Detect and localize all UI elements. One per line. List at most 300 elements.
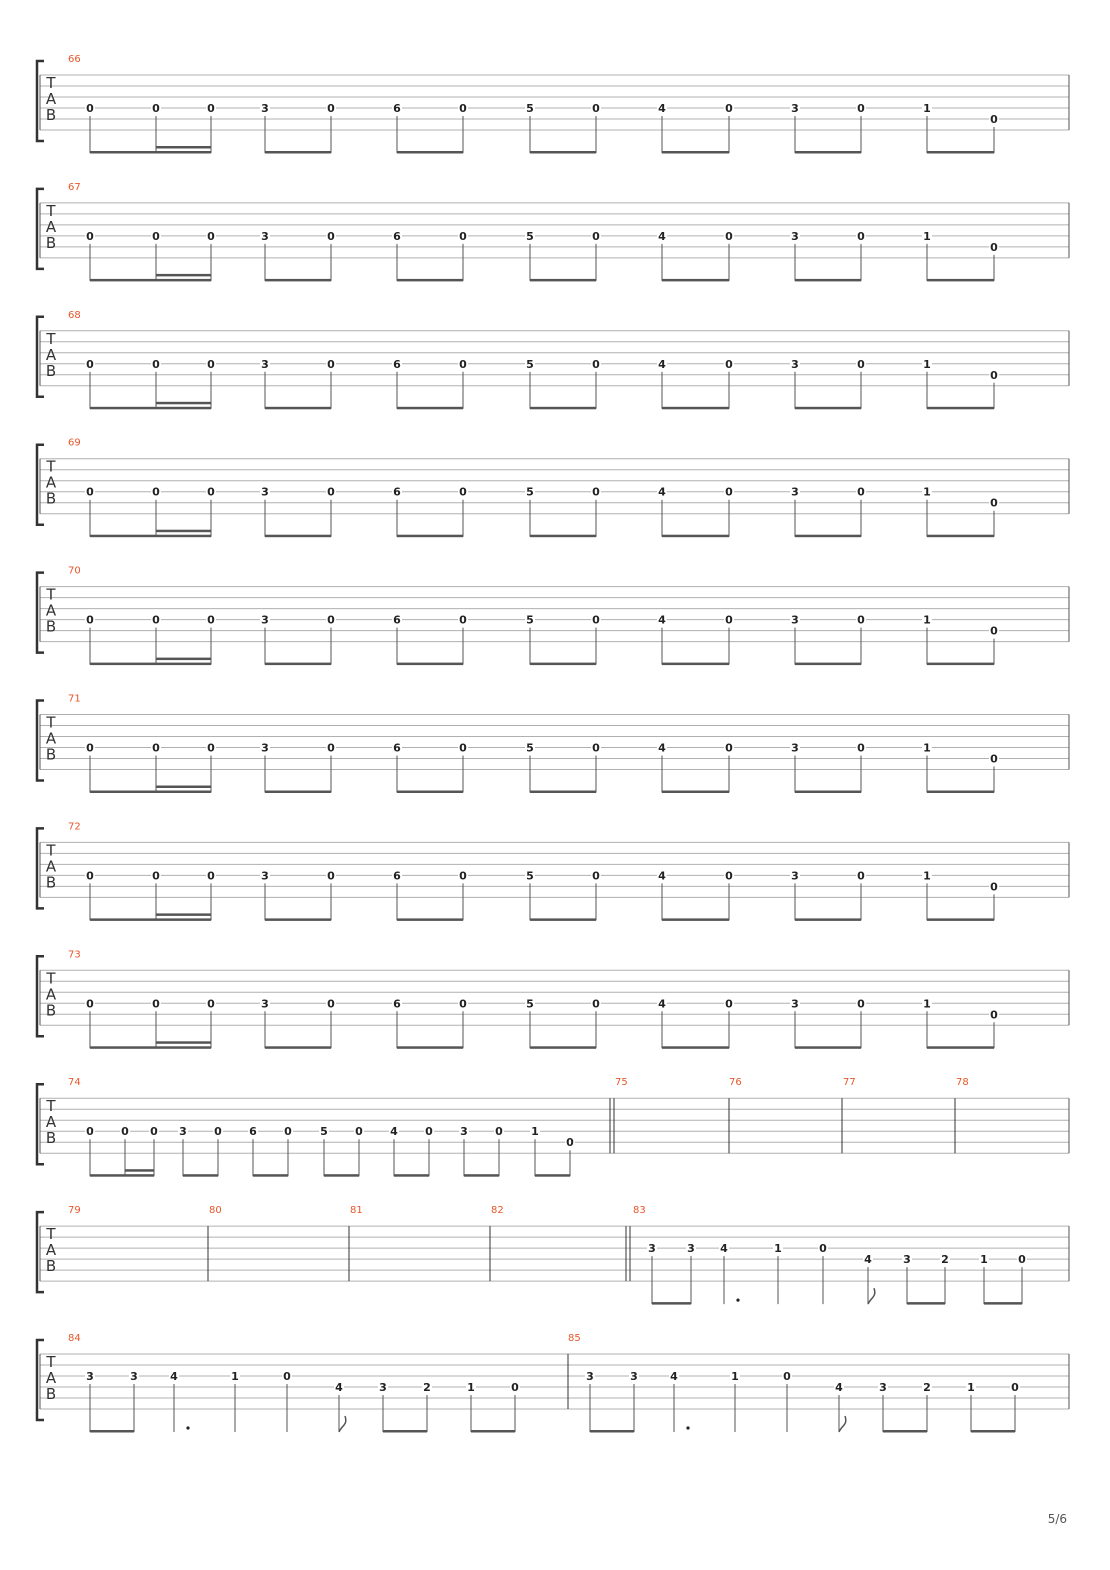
fret-number: 0 <box>990 368 998 382</box>
tab-clef-letter: A <box>45 601 57 620</box>
tab-clef-letter: A <box>45 217 57 236</box>
fret-number: 0 <box>857 102 865 115</box>
fret-number: 0 <box>327 229 335 243</box>
beam <box>795 1046 861 1049</box>
beam <box>927 535 994 538</box>
fret-number: 0 <box>725 357 733 371</box>
fret-number: 0 <box>592 485 600 499</box>
beam <box>795 279 861 282</box>
beam <box>265 918 331 921</box>
beam <box>397 279 463 282</box>
fret-number: 3 <box>791 357 799 371</box>
beam <box>795 535 861 538</box>
fret-number: 4 <box>864 1253 872 1267</box>
tab-clef-letter: T <box>46 969 56 988</box>
measure-number: 66 <box>68 54 81 65</box>
fret-number: 0 <box>725 102 733 115</box>
beam <box>397 918 463 921</box>
tab-clef-letter: T <box>46 1097 56 1116</box>
fret-number: 1 <box>923 613 931 627</box>
fret-number: 1 <box>531 1125 539 1139</box>
fret-number: 6 <box>393 102 401 115</box>
fret-number: 5 <box>526 357 534 371</box>
fret-number: 0 <box>725 613 733 627</box>
fret-number: 0 <box>495 1125 503 1139</box>
fret-number: 0 <box>207 997 215 1011</box>
tab-clef-letter: A <box>45 985 57 1004</box>
fret-number: 3 <box>130 1370 138 1383</box>
fret-number: 1 <box>467 1381 475 1394</box>
fret-number: 1 <box>923 357 931 371</box>
fret-number: 0 <box>152 613 160 627</box>
beam <box>662 918 729 921</box>
fret-number: 3 <box>791 741 799 755</box>
fret-number: 1 <box>980 1253 988 1267</box>
fret-number: 1 <box>923 741 931 755</box>
tab-clef-letter: T <box>46 201 56 220</box>
fret-number: 0 <box>990 752 998 766</box>
fret-number: 3 <box>586 1370 594 1383</box>
fret-number: 0 <box>459 229 467 243</box>
beam <box>927 1046 994 1049</box>
staff-system <box>37 54 1069 154</box>
tab-clef-letter: A <box>45 90 57 108</box>
beam <box>183 1174 218 1177</box>
staff-system <box>37 310 1069 410</box>
fret-number: 0 <box>121 1125 129 1139</box>
fret-number: 0 <box>152 741 160 755</box>
beam <box>590 1430 634 1433</box>
beam <box>662 151 729 154</box>
beam <box>90 407 211 410</box>
beam <box>265 1046 331 1049</box>
fret-number: 1 <box>731 1370 739 1383</box>
fret-number: 3 <box>791 869 799 883</box>
fret-number: 0 <box>725 997 733 1011</box>
staff-system <box>37 566 1069 666</box>
fret-number: 6 <box>393 741 401 755</box>
staff-systems <box>37 54 1069 1433</box>
beam <box>90 535 211 538</box>
fret-number: 0 <box>459 869 467 883</box>
fret-number: 1 <box>774 1242 782 1256</box>
fret-number: 0 <box>819 1242 827 1256</box>
beam <box>265 791 331 794</box>
tab-clef-letter: T <box>46 713 56 732</box>
fret-number: 3 <box>791 997 799 1011</box>
fret-number: 4 <box>670 1370 678 1383</box>
fret-number: 2 <box>941 1253 949 1267</box>
fret-number: 0 <box>152 485 160 499</box>
staff-system <box>37 694 1069 794</box>
fret-number: 0 <box>86 102 94 115</box>
fret-number: 0 <box>990 240 998 254</box>
beam <box>530 1046 596 1049</box>
beam <box>265 663 331 666</box>
fret-number: 3 <box>379 1381 387 1394</box>
beam <box>324 1174 359 1177</box>
beam <box>927 407 994 410</box>
fret-number: 5 <box>320 1125 328 1139</box>
beam <box>652 1302 691 1305</box>
staff-system <box>37 438 1069 538</box>
beam <box>464 1174 499 1177</box>
fret-number: 0 <box>207 613 215 627</box>
fret-number: 1 <box>923 485 931 499</box>
fret-number: 3 <box>261 485 269 499</box>
beam-sixteenth <box>156 913 211 916</box>
tab-clef-letter: B <box>45 1129 57 1148</box>
fret-number: 0 <box>990 624 998 638</box>
beam-sixteenth <box>156 402 211 405</box>
beam <box>471 1430 515 1433</box>
rhythm-dot <box>736 1299 739 1302</box>
beam <box>662 663 729 666</box>
tab-clef-letter: B <box>45 1001 57 1020</box>
fret-number: 3 <box>687 1242 695 1256</box>
tab-clef-letter: T <box>46 457 56 476</box>
fret-number: 0 <box>207 229 215 243</box>
fret-number: 0 <box>207 357 215 371</box>
fret-number: 0 <box>857 357 865 371</box>
staff-system <box>37 821 1069 921</box>
beam <box>530 407 596 410</box>
beam <box>535 1174 570 1177</box>
fret-number: 0 <box>214 1125 222 1139</box>
fret-number: 0 <box>592 357 600 371</box>
beam-sixteenth <box>156 146 211 149</box>
fret-number: 5 <box>526 102 534 115</box>
fret-number: 1 <box>967 1381 975 1394</box>
fret-number: 0 <box>725 485 733 499</box>
beam <box>662 279 729 282</box>
tab-clef-letter: B <box>45 1257 57 1276</box>
fret-number: 0 <box>86 1125 94 1139</box>
beam <box>795 151 861 154</box>
tab-clef-letter: A <box>45 1113 57 1132</box>
fret-number: 0 <box>857 741 865 755</box>
fret-number: 3 <box>791 229 799 243</box>
note-flag <box>339 1416 346 1432</box>
fret-number: 3 <box>460 1125 468 1139</box>
beam <box>265 407 331 410</box>
fret-number: 0 <box>592 741 600 755</box>
beam <box>530 663 596 666</box>
fret-number: 4 <box>658 229 666 243</box>
fret-number: 0 <box>86 869 94 883</box>
tab-clef-letter: T <box>46 1353 56 1371</box>
fret-number: 0 <box>425 1125 433 1139</box>
measure-number: 85 <box>568 1333 581 1344</box>
fret-number: 1 <box>923 997 931 1011</box>
beam <box>662 791 729 794</box>
beam <box>394 1174 429 1177</box>
beam <box>90 918 211 921</box>
fret-number: 0 <box>459 997 467 1011</box>
fret-number: 0 <box>86 357 94 371</box>
beam <box>530 918 596 921</box>
tab-clef-letter: A <box>45 1369 57 1387</box>
beam <box>397 663 463 666</box>
measure-number: 72 <box>68 821 81 833</box>
fret-number: 6 <box>393 869 401 883</box>
staff-system <box>37 1205 1069 1305</box>
measure-number: 76 <box>729 1077 742 1089</box>
fret-number: 0 <box>327 613 335 627</box>
beam <box>90 663 211 666</box>
fret-number: 0 <box>327 102 335 115</box>
beam <box>397 151 463 154</box>
staff-system <box>37 1077 1069 1177</box>
fret-number: 0 <box>327 869 335 883</box>
fret-number: 3 <box>791 485 799 499</box>
beam <box>662 1046 729 1049</box>
tab-clef-letter: T <box>46 329 56 348</box>
fret-number: 0 <box>857 613 865 627</box>
fret-number: 3 <box>261 869 269 883</box>
fret-number: 0 <box>355 1125 363 1139</box>
fret-number: 0 <box>459 357 467 371</box>
fret-number: 0 <box>207 741 215 755</box>
fret-number: 0 <box>86 741 94 755</box>
fret-number: 5 <box>526 229 534 243</box>
fret-number: 0 <box>327 997 335 1011</box>
measure-number: 84 <box>68 1333 81 1344</box>
measure-number: 75 <box>615 1077 628 1089</box>
fret-number: 0 <box>857 485 865 499</box>
fret-number: 4 <box>720 1242 728 1256</box>
beam <box>927 918 994 921</box>
tab-clef-letter: T <box>46 74 56 92</box>
fret-number: 0 <box>592 102 600 115</box>
fret-number: 5 <box>526 997 534 1011</box>
beam <box>265 151 331 154</box>
fret-number: 4 <box>390 1125 398 1139</box>
beam <box>530 279 596 282</box>
tab-clef-letter: B <box>45 873 57 892</box>
fret-number: 0 <box>990 1008 998 1022</box>
fret-number: 5 <box>526 613 534 627</box>
fret-number: 0 <box>150 1125 158 1139</box>
fret-number: 0 <box>1018 1253 1026 1267</box>
beam <box>662 535 729 538</box>
fret-number: 0 <box>152 102 160 115</box>
beam <box>883 1430 927 1433</box>
tab-clef-letter: T <box>46 1225 56 1244</box>
beam <box>90 1174 154 1177</box>
fret-number: 3 <box>261 357 269 371</box>
fret-number: 5 <box>526 869 534 883</box>
measure-number: 74 <box>68 1077 81 1089</box>
fret-number: 0 <box>725 869 733 883</box>
fret-number: 0 <box>459 485 467 499</box>
rhythm-dot <box>686 1426 689 1429</box>
beam <box>265 535 331 538</box>
tab-clef-letter: A <box>45 473 57 492</box>
measure-number: 83 <box>633 1205 646 1217</box>
tab-clef-letter: B <box>45 1385 57 1403</box>
beam <box>265 279 331 282</box>
tab-clef-letter: T <box>46 841 56 860</box>
fret-number: 0 <box>152 229 160 243</box>
beam <box>795 663 861 666</box>
fret-number: 3 <box>261 613 269 627</box>
fret-number: 3 <box>879 1381 887 1394</box>
fret-number: 6 <box>393 229 401 243</box>
beam <box>90 1430 134 1433</box>
fret-number: 0 <box>990 496 998 510</box>
fret-number: 0 <box>86 485 94 499</box>
fret-number: 3 <box>791 102 799 115</box>
measure-number: 77 <box>843 1077 856 1089</box>
beam <box>795 407 861 410</box>
fret-number: 2 <box>923 1381 931 1394</box>
tab-clef-letter: A <box>45 729 57 748</box>
fret-number: 3 <box>86 1370 94 1383</box>
fret-number: 4 <box>658 741 666 755</box>
fret-number: 0 <box>283 1370 291 1383</box>
fret-number: 3 <box>648 1242 656 1256</box>
fret-number: 4 <box>658 485 666 499</box>
beam <box>530 151 596 154</box>
fret-number: 3 <box>261 229 269 243</box>
fret-number: 4 <box>658 613 666 627</box>
page-number: 5/6 <box>1047 1512 1067 1526</box>
beam <box>530 791 596 794</box>
staff-system <box>37 949 1069 1049</box>
fret-number: 4 <box>658 102 666 115</box>
fret-number: 6 <box>249 1125 257 1139</box>
tab-clef-letter: B <box>45 489 57 508</box>
fret-number: 0 <box>86 997 94 1011</box>
fret-number: 0 <box>207 869 215 883</box>
fret-number: 3 <box>179 1125 187 1139</box>
fret-number: 0 <box>857 229 865 243</box>
fret-number: 0 <box>327 357 335 371</box>
fret-number: 0 <box>511 1381 519 1394</box>
beam <box>90 791 211 794</box>
measure-number: 78 <box>956 1077 969 1089</box>
fret-number: 3 <box>261 741 269 755</box>
tab-clef-letter: A <box>45 345 57 364</box>
fret-number: 0 <box>725 741 733 755</box>
fret-number: 0 <box>857 869 865 883</box>
fret-number: 0 <box>327 741 335 755</box>
tab-clef-letter: B <box>45 745 57 764</box>
fret-number: 4 <box>658 997 666 1011</box>
beam-sixteenth <box>156 1041 211 1044</box>
fret-number: 0 <box>207 102 215 115</box>
fret-number: 3 <box>903 1253 911 1267</box>
measure-number: 81 <box>350 1205 363 1217</box>
measure-number: 67 <box>68 181 81 193</box>
beam <box>927 151 994 154</box>
fret-number: 0 <box>566 1136 574 1150</box>
fret-number: 0 <box>857 997 865 1011</box>
fret-number: 3 <box>261 102 269 115</box>
note-flag <box>868 1288 875 1304</box>
beam-sixteenth <box>156 530 211 533</box>
beam <box>907 1302 945 1305</box>
beam <box>795 918 861 921</box>
beam <box>397 407 463 410</box>
fret-number: 0 <box>990 880 998 894</box>
fret-number: 6 <box>393 357 401 371</box>
beam-sixteenth <box>156 274 211 277</box>
tab-clef-letter: A <box>45 857 57 876</box>
fret-number: 0 <box>459 102 467 115</box>
fret-number: 0 <box>783 1370 791 1383</box>
fret-number: 4 <box>170 1370 178 1383</box>
fret-number: 1 <box>923 869 931 883</box>
measure-number: 69 <box>68 437 81 449</box>
measure-number: 68 <box>68 309 81 321</box>
fret-number: 4 <box>658 357 666 371</box>
beam-sixteenth <box>125 1169 154 1172</box>
fret-number: 0 <box>459 613 467 627</box>
measure-number: 71 <box>68 693 81 705</box>
measure-number: 73 <box>68 949 81 961</box>
measure-number: 80 <box>209 1205 222 1217</box>
beam <box>397 1046 463 1049</box>
beam <box>383 1430 427 1433</box>
fret-number: 0 <box>592 613 600 627</box>
measure-number: 70 <box>68 565 81 577</box>
fret-number: 1 <box>231 1370 239 1383</box>
beam <box>795 791 861 794</box>
fret-number: 5 <box>526 741 534 755</box>
fret-number: 0 <box>592 869 600 883</box>
beam <box>927 279 994 282</box>
fret-number: 6 <box>393 485 401 499</box>
beam <box>984 1302 1022 1305</box>
fret-number: 0 <box>207 485 215 499</box>
fret-number: 6 <box>393 997 401 1011</box>
tab-clef-letter: B <box>45 106 57 124</box>
measure-number: 82 <box>491 1205 504 1217</box>
staff-system <box>37 182 1069 282</box>
tab-clef-letter: B <box>45 617 57 636</box>
fret-number: 0 <box>152 997 160 1011</box>
fret-number: 1 <box>923 102 931 115</box>
beam <box>90 279 211 282</box>
fret-number: 0 <box>1011 1381 1019 1394</box>
tab-clef-letter: A <box>45 1241 57 1260</box>
fret-number: 6 <box>393 613 401 627</box>
fret-number: 4 <box>335 1381 343 1394</box>
fret-number: 0 <box>152 869 160 883</box>
fret-number: 2 <box>423 1381 431 1394</box>
fret-number: 3 <box>630 1370 638 1383</box>
fret-number: 0 <box>592 229 600 243</box>
fret-number: 0 <box>592 997 600 1011</box>
rhythm-dot <box>186 1426 189 1429</box>
beam <box>971 1430 1015 1433</box>
beam-sixteenth <box>156 658 211 661</box>
tab-clef-letter: B <box>45 361 57 380</box>
beam <box>530 535 596 538</box>
fret-number: 0 <box>459 741 467 755</box>
fret-number: 3 <box>791 613 799 627</box>
fret-number: 0 <box>284 1125 292 1139</box>
beam <box>927 791 994 794</box>
beam <box>662 407 729 410</box>
fret-number: 1 <box>923 229 931 243</box>
fret-number: 0 <box>152 357 160 371</box>
measure-number: 79 <box>68 1205 81 1217</box>
note-flag <box>839 1416 846 1432</box>
fret-number: 0 <box>990 113 998 126</box>
